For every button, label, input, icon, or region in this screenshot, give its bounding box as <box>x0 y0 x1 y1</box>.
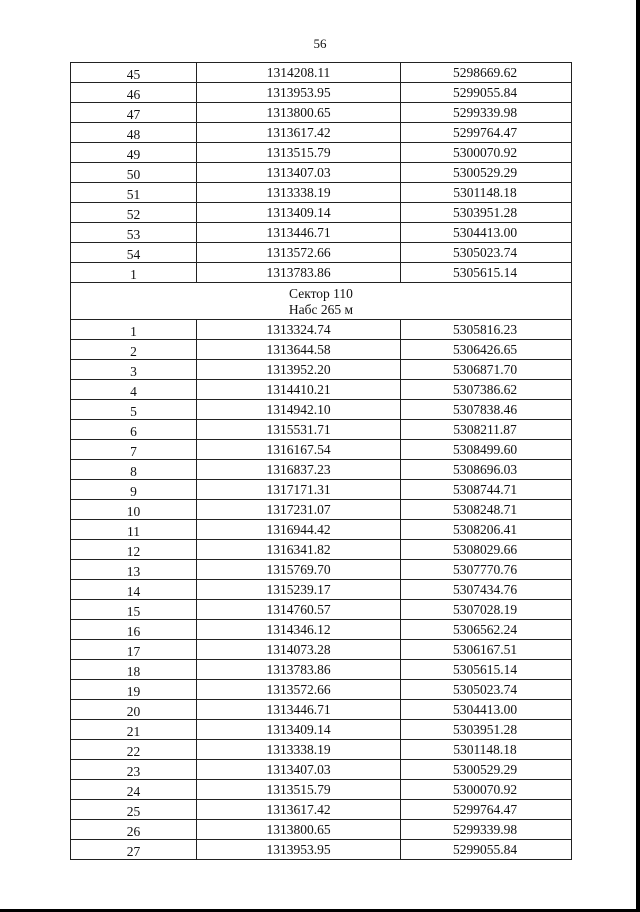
table-row <box>71 640 571 660</box>
table-row <box>71 420 571 440</box>
y-coordinate-cell: 5307028.19 <box>452 602 518 617</box>
y-coordinate-cell: 5299055.84 <box>452 85 518 100</box>
point-number-cell: 48 <box>71 123 197 142</box>
y-coordinate-cell: 5305615.14 <box>452 662 518 677</box>
y-coordinate-cell: 5301148.18 <box>453 742 517 757</box>
point-number-cell: 25 <box>71 800 197 819</box>
y-coordinate-cell: 5305816.23 <box>452 322 518 337</box>
point-number-cell: 26 <box>71 820 197 839</box>
page-number: 56 <box>313 36 327 51</box>
point-number-cell: 21 <box>71 720 197 739</box>
coordinates-rows-top <box>71 63 571 283</box>
y-coordinate-cell: 5306426.65 <box>452 342 518 357</box>
x-coordinate-cell: 1313338.19 <box>197 183 401 202</box>
y-coordinate-cell: 5308499.60 <box>452 442 518 457</box>
coordinates-table <box>70 62 572 860</box>
x-coordinate-cell: 1313515.79 <box>197 780 401 799</box>
x-coordinate-cell: 1313572.66 <box>197 243 401 262</box>
point-number-cell: 5 <box>71 400 197 419</box>
x-coordinate-cell: 1313953.95 <box>197 840 401 859</box>
y-coordinate-cell: 5306871.70 <box>452 362 518 377</box>
table-row <box>71 680 571 700</box>
x-coordinate-cell: 1313407.03 <box>197 760 401 779</box>
point-number-cell: 46 <box>71 83 197 102</box>
x-coordinate-cell: 1314410.21 <box>197 380 401 399</box>
y-coordinate-cell: 5306562.24 <box>452 622 518 637</box>
point-number-cell: 16 <box>71 620 197 639</box>
x-coordinate-cell: 1316341.82 <box>197 540 401 559</box>
table-row <box>71 760 571 780</box>
table-row <box>71 400 571 420</box>
point-number-cell: 20 <box>71 700 197 719</box>
y-coordinate-cell: 5303951.28 <box>452 722 518 737</box>
sector-header <box>71 283 571 320</box>
table-row <box>71 720 571 740</box>
point-number-cell: 11 <box>71 520 197 539</box>
point-number-cell: 51 <box>71 183 197 202</box>
x-coordinate-cell: 1313617.42 <box>197 800 401 819</box>
table-row <box>71 340 571 360</box>
table-row <box>71 780 571 800</box>
x-coordinate-cell: 1313572.66 <box>197 680 401 699</box>
table-row <box>71 143 571 163</box>
point-number-cell: 12 <box>71 540 197 559</box>
y-coordinate-cell: 5304413.00 <box>452 225 518 240</box>
table-row <box>71 440 571 460</box>
x-coordinate-cell: 1316944.42 <box>197 520 401 539</box>
point-number-cell: 2 <box>71 340 197 359</box>
point-number-cell: 4 <box>71 380 197 399</box>
table-row <box>71 203 571 223</box>
table-row <box>71 660 571 680</box>
y-coordinate-cell: 5308211.87 <box>453 422 517 437</box>
x-coordinate-cell: 1313446.71 <box>197 700 401 719</box>
y-coordinate-cell: 5300529.29 <box>452 762 518 777</box>
y-coordinate-cell: 5307386.62 <box>452 382 518 397</box>
y-coordinate-cell: 5299055.84 <box>452 842 518 857</box>
x-coordinate-cell: 1314346.12 <box>197 620 401 639</box>
table-row <box>71 800 571 820</box>
point-number-cell: 1 <box>71 320 197 339</box>
table-row <box>71 243 571 263</box>
scan-edge-right <box>636 0 640 912</box>
table-row <box>71 360 571 380</box>
y-coordinate-cell: 5300529.29 <box>452 165 518 180</box>
x-coordinate-cell: 1315531.71 <box>197 420 401 439</box>
point-number-cell: 14 <box>71 580 197 599</box>
point-number-cell: 9 <box>71 480 197 499</box>
point-number-cell: 52 <box>71 203 197 222</box>
y-coordinate-cell: 5308206.41 <box>452 522 518 537</box>
table-row <box>71 223 571 243</box>
table-row <box>71 183 571 203</box>
y-coordinate-cell: 5304413.00 <box>452 702 518 717</box>
point-number-cell: 27 <box>71 840 197 859</box>
y-coordinate-cell: 5307770.76 <box>452 562 518 577</box>
point-number-cell: 19 <box>71 680 197 699</box>
x-coordinate-cell: 1313952.20 <box>197 360 401 379</box>
table-row <box>71 63 571 83</box>
table-row <box>71 163 571 183</box>
x-coordinate-cell: 1316167.54 <box>197 440 401 459</box>
table-row <box>71 740 571 760</box>
y-coordinate-cell: 5305023.74 <box>452 682 518 697</box>
point-number-cell: 6 <box>71 420 197 439</box>
coordinates-rows-bottom <box>71 320 571 860</box>
x-coordinate-cell: 1313324.74 <box>197 320 401 339</box>
table-row <box>71 580 571 600</box>
table-row <box>71 380 571 400</box>
table-row <box>71 480 571 500</box>
point-number-cell: 15 <box>71 600 197 619</box>
table-row <box>71 123 571 143</box>
point-number-cell: 7 <box>71 440 197 459</box>
point-number-cell: 3 <box>71 360 197 379</box>
y-coordinate-cell: 5301148.18 <box>453 185 517 200</box>
x-coordinate-cell: 1313409.14 <box>197 720 401 739</box>
y-coordinate-cell: 5299764.47 <box>452 125 518 140</box>
x-coordinate-cell: 1313800.65 <box>197 103 401 122</box>
y-coordinate-cell: 5300070.92 <box>452 782 518 797</box>
point-number-cell: 50 <box>71 163 197 182</box>
y-coordinate-cell: 5308248.71 <box>452 502 518 517</box>
x-coordinate-cell: 1316837.23 <box>197 460 401 479</box>
table-row <box>71 500 571 520</box>
x-coordinate-cell: 1317231.07 <box>197 500 401 519</box>
point-number-cell: 1 <box>71 263 197 282</box>
x-coordinate-cell: 1313409.14 <box>197 203 401 222</box>
x-coordinate-cell: 1314073.28 <box>197 640 401 659</box>
table-row <box>71 820 571 840</box>
point-number-cell: 10 <box>71 500 197 519</box>
x-coordinate-cell: 1315769.70 <box>197 560 401 579</box>
x-coordinate-cell: 1313953.95 <box>197 83 401 102</box>
table-row <box>71 103 571 123</box>
point-number-cell: 45 <box>71 63 197 82</box>
y-coordinate-cell: 5308744.71 <box>452 482 518 497</box>
y-coordinate-cell: 5299339.98 <box>452 105 518 120</box>
x-coordinate-cell: 1313515.79 <box>197 143 401 162</box>
y-coordinate-cell: 5307434.76 <box>452 582 518 597</box>
y-coordinate-cell: 5299339.98 <box>452 822 518 837</box>
x-coordinate-cell: 1313446.71 <box>197 223 401 242</box>
x-coordinate-cell: 1314760.57 <box>197 600 401 619</box>
sector-title: Сектор 110 <box>289 286 353 301</box>
x-coordinate-cell: 1313617.42 <box>197 123 401 142</box>
x-coordinate-cell: 1313407.03 <box>197 163 401 182</box>
x-coordinate-cell: 1313644.58 <box>197 340 401 359</box>
x-coordinate-cell: 1317171.31 <box>197 480 401 499</box>
table-row <box>71 560 571 580</box>
table-row <box>71 700 571 720</box>
y-coordinate-cell: 5305615.14 <box>452 265 518 280</box>
x-coordinate-cell: 1314942.10 <box>197 400 401 419</box>
point-number-cell: 24 <box>71 780 197 799</box>
point-number-cell: 22 <box>71 740 197 759</box>
x-coordinate-cell: 1315239.17 <box>197 580 401 599</box>
table-row <box>71 620 571 640</box>
point-number-cell: 23 <box>71 760 197 779</box>
y-coordinate-cell: 5306167.51 <box>452 642 518 657</box>
y-coordinate-cell: 5308029.66 <box>452 542 518 557</box>
x-coordinate-cell: 1313783.86 <box>197 263 401 282</box>
table-row <box>71 320 571 340</box>
y-coordinate-cell: 5303951.28 <box>452 205 518 220</box>
table-row <box>71 263 571 283</box>
table-row <box>71 520 571 540</box>
y-coordinate-cell: 5299764.47 <box>452 802 518 817</box>
x-coordinate-cell: 1313800.65 <box>197 820 401 839</box>
y-coordinate-cell: 5300070.92 <box>452 145 518 160</box>
table-row <box>71 840 571 860</box>
point-number-cell: 54 <box>71 243 197 262</box>
table-row <box>71 540 571 560</box>
x-coordinate-cell: 1314208.11 <box>197 63 401 82</box>
y-coordinate-cell: 5307838.46 <box>452 402 518 417</box>
y-coordinate-cell: 5308696.03 <box>452 462 518 477</box>
table-row <box>71 460 571 480</box>
point-number-cell: 49 <box>71 143 197 162</box>
x-coordinate-cell: 1313338.19 <box>197 740 401 759</box>
point-number-cell: 18 <box>71 660 197 679</box>
table-row <box>71 83 571 103</box>
point-number-cell: 8 <box>71 460 197 479</box>
point-number-cell: 13 <box>71 560 197 579</box>
point-number-cell: 17 <box>71 640 197 659</box>
point-number-cell: 53 <box>71 223 197 242</box>
y-coordinate-cell: 5305023.74 <box>452 245 518 260</box>
point-number-cell: 47 <box>71 103 197 122</box>
y-coordinate-cell: 5298669.62 <box>452 65 518 80</box>
table-row <box>71 600 571 620</box>
sector-height: Набс 265 м <box>288 302 354 317</box>
x-coordinate-cell: 1313783.86 <box>197 660 401 679</box>
